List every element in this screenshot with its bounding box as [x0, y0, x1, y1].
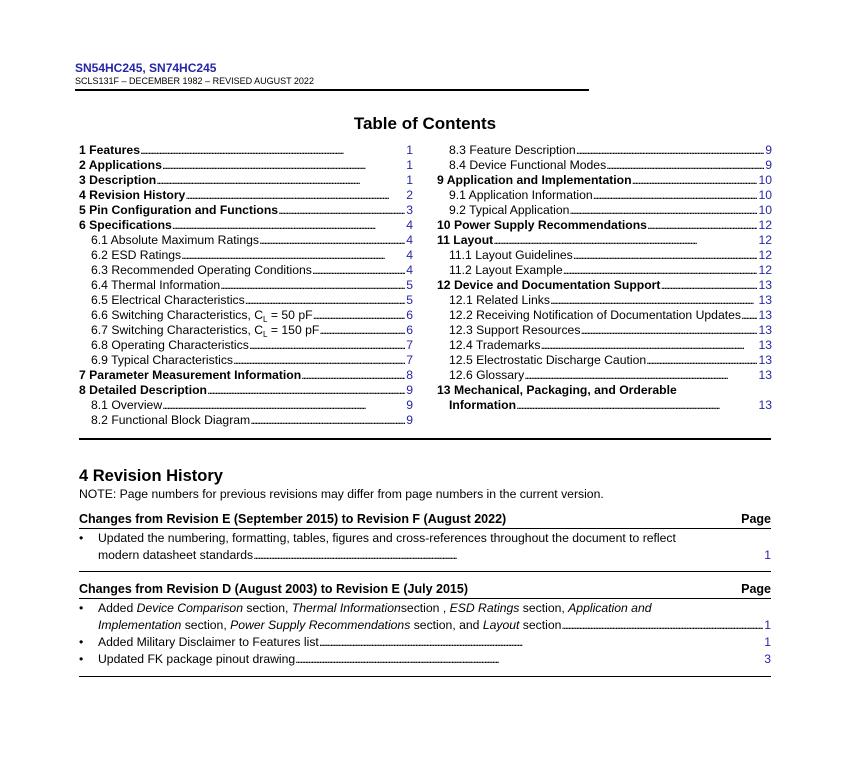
dot-leader: [606, 158, 764, 173]
toc-entry-label: [437, 218, 647, 233]
toc-entry-text: 5 Pin Configuration and Functions: [79, 203, 279, 217]
toc-entry-text: 9 Application and Implementation: [437, 173, 632, 187]
toc-entry-text: 6.9 Typical Characteristics: [91, 353, 234, 367]
toc-entry-label: [79, 158, 162, 173]
dot-leader: [569, 203, 757, 218]
toc-entry[interactable]: [79, 143, 413, 158]
section-name: Application and: [568, 601, 652, 615]
text: section: [519, 618, 562, 632]
toc-entry-label: [79, 143, 140, 158]
document-title: SN54HC245, SN74HC245: [75, 61, 217, 75]
toc-page-link[interactable]: 9: [406, 383, 413, 397]
toc-entry-label: [449, 323, 580, 338]
change-e-item-3-page-link[interactable]: 3: [764, 652, 771, 666]
toc-entry-text: 12.2 Receiving Notification of Documentation Updates: [449, 308, 741, 322]
toc-entry[interactable]: [79, 368, 413, 383]
dot-leader: [185, 188, 405, 203]
dot-leader: [278, 203, 405, 218]
toc-entry[interactable]: [79, 278, 413, 293]
toc-left-column: [79, 143, 413, 428]
text: section,: [242, 601, 292, 615]
toc-entry[interactable]: [437, 143, 772, 158]
toc-page-link[interactable]: 6: [406, 323, 413, 337]
change-e-item-1: [79, 600, 771, 634]
toc-entry[interactable]: [79, 338, 413, 353]
change-e-heading-row: [79, 582, 771, 596]
change-e-item-1-line1: [98, 600, 771, 617]
toc-entry-text: 6.3 Recommended Operating Conditions: [91, 263, 312, 277]
change-f-page-label: Page: [741, 512, 771, 526]
toc-entry-text: 8 Detailed Description: [79, 383, 208, 397]
toc-entry-label: [449, 293, 550, 308]
toc-page-link[interactable]: 10: [758, 173, 772, 187]
toc-page-link[interactable]: 13: [758, 278, 772, 292]
toc-entry-text: 12.1 Related Links: [449, 293, 550, 307]
toc-entry-label: [449, 248, 573, 263]
toc-entry-label: [91, 278, 220, 293]
dot-leader: [580, 323, 757, 338]
toc-entry[interactable]: [437, 338, 772, 353]
toc-page-link[interactable]: 13: [758, 293, 772, 307]
toc-entry-label: [91, 233, 259, 248]
dot-leader: [516, 398, 757, 413]
change-f-end-rule: [79, 571, 771, 572]
toc-entry-label: [437, 278, 660, 293]
toc-heading: Table of Contents: [353, 114, 497, 133]
change-f-page-link[interactable]: 1: [764, 548, 771, 562]
dot-leader: [233, 353, 405, 368]
bullet: •: [79, 601, 84, 615]
toc-entry-label: [449, 203, 569, 218]
dot-leader: [319, 323, 405, 338]
bullet: •: [79, 652, 84, 666]
toc-page-link[interactable]: 13: [758, 398, 772, 412]
change-e-item-3-text: Updated FK package pinout drawing: [98, 652, 296, 666]
toc-page-link[interactable]: 9: [406, 398, 413, 412]
toc-entry[interactable]: [437, 173, 772, 188]
toc-entry-label: Information: [449, 398, 517, 412]
toc-entry[interactable]: [79, 248, 413, 263]
toc-entry-text-suffix: = 150 pF: [267, 323, 320, 337]
dot-leader: [207, 383, 405, 398]
toc-page-link[interactable]: 1: [406, 158, 413, 172]
change-e-item-2-page-link[interactable]: 1: [764, 635, 771, 649]
toc-entry[interactable]: [437, 188, 772, 203]
section-name: Thermal Information: [291, 601, 401, 615]
dot-leader: [573, 248, 758, 263]
text: section,: [519, 601, 569, 615]
toc-entry-text-suffix: = 50 pF: [267, 308, 313, 322]
toc-page-link[interactable]: 4: [406, 218, 413, 232]
dot-leader: [220, 278, 405, 293]
toc-entry-text: 11.2 Layout Example: [449, 263, 563, 277]
toc-entry-text: 6.2 ESD Ratings: [91, 248, 182, 262]
toc-entry-label: [91, 398, 162, 413]
dot-leader: [540, 338, 757, 353]
toc-entry-label: [449, 368, 524, 383]
change-f-heading: Changes from Revision E (September 2015) to Revision F (August 2022): [79, 512, 507, 526]
toc-entry-text: 6.6 Switching Characteristics, C: [91, 308, 264, 322]
toc-entry[interactable]: [79, 188, 413, 203]
dot-leader: [524, 368, 757, 383]
toc-entry[interactable]: [437, 263, 772, 278]
toc-entry-label: [79, 218, 172, 233]
dot-leader: [250, 413, 405, 428]
toc-entry[interactable]: [79, 383, 413, 398]
toc-entry-text: 6.8 Operating Characteristics: [91, 338, 249, 352]
dot-leader: [245, 293, 405, 308]
toc-entry-label: [91, 353, 233, 368]
toc-entry[interactable]: [79, 263, 413, 278]
toc-entry-text: 10 Power Supply Recommendations: [437, 218, 647, 232]
toc-entry-label: [449, 143, 576, 158]
dot-leader: [172, 218, 405, 233]
revision-history-title: 4 Revision History: [79, 467, 223, 485]
change-e-item-3: [79, 651, 771, 668]
dot-leader: [253, 547, 763, 564]
toc-page-link[interactable]: 1: [406, 173, 413, 187]
toc-entry[interactable]: [79, 398, 413, 413]
toc-entry[interactable]: [437, 218, 772, 233]
toc-page-link[interactable]: 1: [406, 143, 413, 157]
toc-page-link[interactable]: 9: [406, 413, 413, 427]
toc-entry-text: 7 Parameter Measurement Information: [79, 368, 302, 382]
toc-page-link[interactable]: 9: [765, 143, 772, 157]
toc-entry-label: [79, 188, 185, 203]
toc-page-link[interactable]: 2: [406, 188, 413, 202]
toc-page-link[interactable]: 12: [758, 218, 772, 232]
toc-entry-text: 1 Features: [79, 143, 140, 157]
toc-page-link[interactable]: 3: [406, 203, 413, 217]
dot-leader: [162, 158, 405, 173]
dot-leader: [295, 651, 763, 668]
toc-entry-text: 6.4 Thermal Information: [91, 278, 221, 292]
change-e-item-1-line2: [98, 617, 771, 634]
toc-page-link[interactable]: 13: [758, 338, 772, 352]
dot-leader: [162, 398, 405, 413]
toc-entry-text: 12.4 Trademarks: [449, 338, 541, 352]
toc-entry[interactable]: [79, 293, 413, 308]
toc-entry[interactable]: [79, 323, 413, 338]
toc-page-link[interactable]: 10: [758, 188, 772, 202]
toc-entry-text: 6.7 Switching Characteristics, C: [91, 323, 264, 337]
toc-page-link[interactable]: 13: [758, 323, 772, 337]
toc-entry-text: 8.2 Functional Block Diagram: [91, 413, 251, 427]
toc-entry-text: 8.4 Device Functional Modes: [449, 158, 607, 172]
change-f-line1: Updated the numbering, formatting, tables, figures and cross-references throughout the document to reflect: [98, 531, 676, 545]
toc-entry-text: 12.3 Support Resources: [449, 323, 581, 337]
toc-entry-label: [79, 203, 278, 218]
toc-entry[interactable]: [437, 233, 772, 248]
toc-entry[interactable]: [79, 233, 413, 248]
toc-entry-label: [79, 173, 156, 188]
dot-leader: [312, 263, 405, 278]
toc-entry-text: 12.6 Glossary: [449, 368, 525, 382]
toc-entry[interactable]: [437, 308, 772, 323]
toc-page-link[interactable]: 9: [765, 158, 772, 172]
change-e-item-2: [79, 634, 771, 651]
dot-leader: [593, 188, 758, 203]
toc-entry-text: 11.1 Layout Guidelines: [449, 248, 573, 262]
dot-leader: [563, 263, 758, 278]
toc-entry-text: 9.1 Application Information: [449, 188, 593, 202]
toc-entry-label: [437, 173, 632, 188]
toc-entry[interactable]: [437, 293, 772, 308]
toc-entry-label: [91, 308, 313, 324]
text: section, and: [410, 618, 483, 632]
toc-entry-label: [449, 263, 563, 278]
dot-leader: [259, 233, 405, 248]
toc-page-link[interactable]: 5: [406, 293, 413, 307]
dot-leader: [741, 308, 757, 323]
toc-entry-label: [91, 338, 249, 353]
header-divider: [75, 89, 589, 91]
dot-leader: [319, 634, 763, 651]
dot-leader: [156, 173, 405, 188]
toc-entry[interactable]: [79, 353, 413, 368]
toc-entry[interactable]: [79, 158, 413, 173]
toc-entry[interactable]: [79, 413, 413, 428]
toc-entry-label: [91, 323, 319, 339]
toc-entry-text: 6.5 Electrical Characteristics: [91, 293, 245, 307]
toc-entry-label: [91, 263, 312, 278]
dot-leader: [493, 233, 757, 248]
change-e-heading: Changes from Revision D (August 2003) to Revision E (July 2015): [79, 582, 468, 596]
toc-entry[interactable]: [437, 158, 772, 173]
toc-entry[interactable]: [437, 248, 772, 263]
dot-leader: [140, 143, 405, 158]
change-f-heading-row: [79, 512, 771, 526]
toc-entry-label: [449, 338, 540, 353]
section-name: Implementation: [98, 618, 182, 632]
dot-leader: [646, 353, 757, 368]
text: section,: [181, 618, 231, 632]
toc-right-column: [437, 143, 772, 413]
dot-leader: [561, 617, 763, 634]
toc-entry[interactable]: [437, 368, 772, 383]
toc-entry[interactable]: [79, 173, 413, 188]
toc-entry-label: [449, 353, 646, 368]
toc-page-link[interactable]: 7: [406, 353, 413, 367]
text: Added: [98, 601, 134, 615]
toc-entry-label: [449, 158, 606, 173]
toc-page-link[interactable]: 13: [758, 353, 772, 367]
section-name: Device Comparison: [136, 601, 243, 615]
toc-page-link[interactable]: 13: [758, 368, 772, 382]
toc-entry[interactable]: [437, 323, 772, 338]
toc-entry[interactable]: [437, 353, 772, 368]
toc-page-link[interactable]: 10: [758, 203, 772, 217]
section-name: ESD Ratings: [449, 601, 520, 615]
section-name: Layout: [482, 618, 520, 632]
dot-leader: [647, 218, 757, 233]
toc-page-link[interactable]: 4: [406, 233, 413, 247]
change-e-item-2-text: Added Military Disclaimer to Features list: [98, 635, 319, 649]
change-f-line2: modern datasheet standards: [98, 548, 254, 562]
toc-entry[interactable]: [437, 203, 772, 218]
dot-leader: [181, 248, 405, 263]
toc-page-link[interactable]: 5: [406, 278, 413, 292]
toc-entry-mechanical-line1[interactable]: 13 Mechanical, Packaging, and Orderable: [437, 383, 677, 397]
toc-entry-text: 8.3 Feature Description: [449, 143, 576, 157]
toc-entry-text: 6 Specifications: [79, 218, 172, 232]
dot-leader: [576, 143, 765, 158]
dot-leader: [301, 368, 405, 383]
toc-page-link[interactable]: 7: [406, 338, 413, 352]
document-subtitle: SCLS131F – DECEMBER 1982 – REVISED AUGUST 2022: [75, 76, 314, 86]
bullet: •: [79, 531, 84, 545]
section-name: Power Supply Recommendations: [230, 618, 411, 632]
toc-page-link[interactable]: 6: [406, 308, 413, 322]
toc-divider: [79, 438, 771, 440]
dot-leader: [313, 308, 406, 323]
toc-page-link[interactable]: 4: [406, 248, 413, 262]
dot-leader: [249, 338, 405, 353]
change-e-item-1-page-link[interactable]: 1: [764, 618, 771, 632]
toc-entry-text: 2 Applications: [79, 158, 162, 172]
change-f-heading-rule: [79, 528, 771, 529]
toc-entry-text: 4 Revision History: [79, 188, 186, 202]
change-e-heading-rule: [79, 598, 771, 599]
toc-entry-label: [449, 308, 741, 323]
toc-entry[interactable]: [437, 278, 772, 293]
toc-entry-text: 6.1 Absolute Maximum Ratings: [91, 233, 259, 247]
document-header: [75, 61, 589, 87]
toc-entry-text: 8.1 Overview: [91, 398, 163, 412]
toc-entry-mechanical-line2[interactable]: [437, 398, 772, 413]
text: section ,: [400, 601, 450, 615]
toc-page-link[interactable]: 12: [758, 248, 772, 262]
toc-entry-label: [79, 368, 301, 383]
dot-leader: [550, 293, 757, 308]
toc-page-link[interactable]: 4: [406, 263, 413, 277]
toc-entry[interactable]: [79, 203, 413, 218]
subscript: L: [263, 315, 268, 324]
change-e-end-rule: [79, 676, 771, 677]
toc-entry-label: [91, 293, 245, 308]
toc-entry-text: 12.5 Electrostatic Discharge Caution: [449, 353, 647, 367]
subscript: L: [263, 330, 268, 339]
toc-entry-text: 12 Device and Documentation Support: [437, 278, 661, 292]
toc-entry-text: 9.2 Typical Application: [449, 203, 570, 217]
toc-entry-label: [91, 413, 250, 428]
toc-page-link[interactable]: 12: [758, 263, 772, 277]
dot-leader: [660, 278, 757, 293]
toc-page-link[interactable]: 13: [758, 308, 772, 322]
toc-entry-label: [449, 188, 593, 203]
toc-entry-label: [91, 248, 181, 263]
change-e-page-label: Page: [741, 582, 771, 596]
change-f-item: [79, 530, 771, 564]
toc-entry[interactable]: [79, 218, 413, 233]
toc-entry-text: 11 Layout: [437, 233, 494, 247]
dot-leader: [632, 173, 758, 188]
bullet: •: [79, 635, 84, 649]
toc-entry-label: [437, 233, 493, 248]
revision-note: NOTE: Page numbers for previous revisions may differ from page numbers in the current version.: [79, 487, 604, 501]
toc-page-link[interactable]: 8: [406, 368, 413, 382]
toc-entry-label: [79, 383, 207, 398]
toc-entry[interactable]: [79, 308, 413, 323]
toc-page-link[interactable]: 12: [758, 233, 772, 247]
toc-entry-text: 3 Description: [79, 173, 157, 187]
